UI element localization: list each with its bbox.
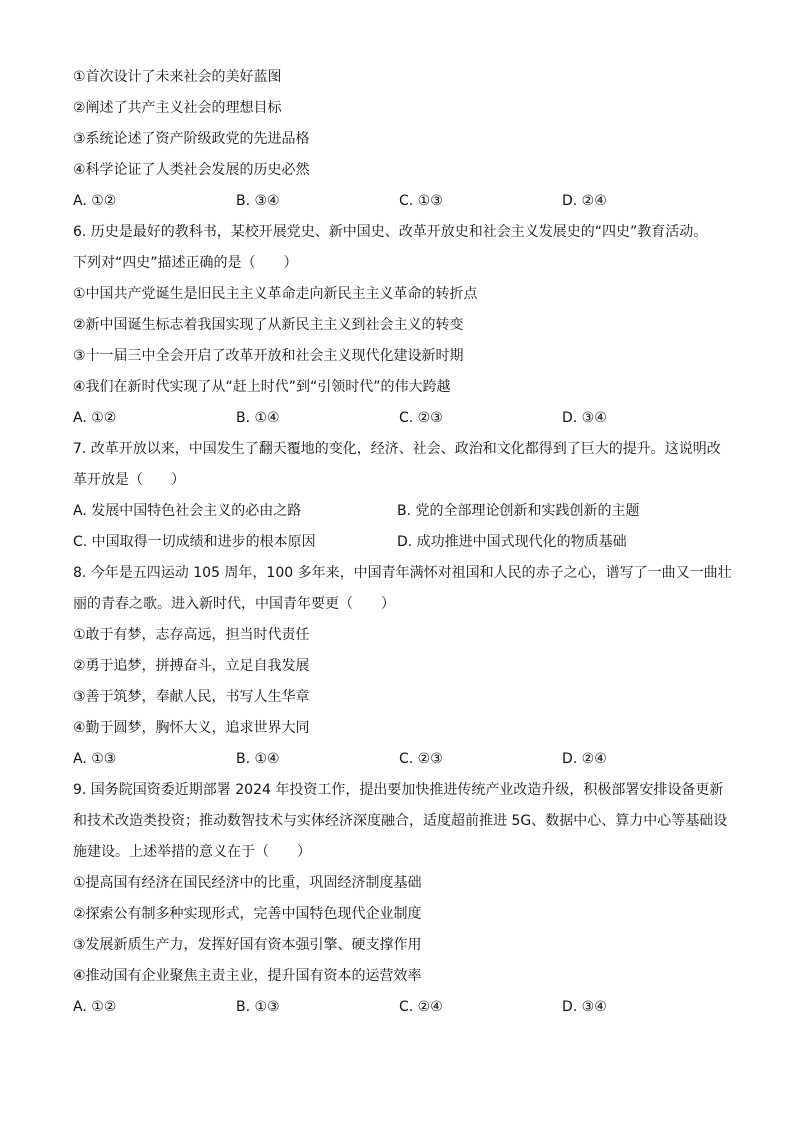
question-7 <box>73 434 727 558</box>
statement-line: ④科学论证了人类社会发展的历史必然 <box>73 162 310 178</box>
statement-line: ③十一届三中全会开启了改革开放和社会主义现代化建设新时期 <box>73 348 464 364</box>
question-stem-line: 革开放是（ ） <box>73 472 185 488</box>
statement-line: ①中国共产党诞生是旧民主主义革命走向新民主主义革命的转折点 <box>73 286 478 302</box>
statement-line: ④我们在新时代实现了从“赶上时代”到“引领时代”的伟大跨越 <box>73 379 451 395</box>
answer-options <box>73 403 727 434</box>
statement-line: ①首次设计了未来社会的美好蓝图 <box>73 69 282 85</box>
option-d: D. ②④ <box>562 193 607 209</box>
statement-line: ③善于筑梦，奉献人民，书写人生华章 <box>73 689 310 705</box>
question-stem-line: 9. 国务院国资委近期部署 2024 年投资工作，提出要加快推进传统产业改造升级，积极部署安排设备更新 <box>73 782 724 798</box>
question-stem-line: 6. 历史是最好的教科书，某校开展党史、新中国史、改革开放史和社会主义发展史的“四史”教育活动。 <box>73 224 708 240</box>
option-a: A. ①② <box>73 410 117 426</box>
answer-options <box>73 186 727 217</box>
option-b: B. 党的全部理论创新和实践创新的主题 <box>397 503 640 519</box>
question-stem-line: 7. 改革开放以来，中国发生了翻天覆地的变化，经济、社会、政治和文化都得到了巨大的提升。这说明改 <box>73 441 721 457</box>
statement-line: ②阐述了共产主义社会的理想目标 <box>73 100 282 116</box>
question-6 <box>73 217 727 434</box>
option-b: B. ③④ <box>236 193 280 209</box>
question-5 <box>73 62 727 217</box>
question-stem-line: 下列对“四史”描述正确的是（ ） <box>73 255 298 271</box>
answer-options-row <box>73 496 727 527</box>
question-9 <box>73 775 727 1023</box>
option-a: A. ①② <box>73 999 117 1015</box>
question-stem-line: 丽的青春之歌。进入新时代，中国青年要更（ ） <box>73 596 395 612</box>
option-c: C. 中国取得一切成绩和进步的根本原因 <box>73 534 316 550</box>
question-stem-line: 8. 今年是五四运动 105 周年，100 多年来，中国青年满怀对祖国和人民的赤子之心，谱写了一曲又一曲壮 <box>73 565 732 581</box>
answer-options <box>73 744 727 775</box>
option-d: D. ②④ <box>562 751 607 767</box>
answer-options-row <box>73 527 727 558</box>
option-a: A. ①③ <box>73 751 117 767</box>
option-d: D. ③④ <box>562 999 607 1015</box>
statement-line: ②探索公有制多种实现形式，完善中国特色现代企业制度 <box>73 906 422 922</box>
option-b: B. ①④ <box>236 751 280 767</box>
option-c: C. ②④ <box>399 999 443 1015</box>
option-c: C. ②③ <box>399 751 443 767</box>
option-c: C. ①③ <box>399 193 443 209</box>
statement-line: ④勤于圆梦，胸怀大义，追求世界大同 <box>73 720 310 736</box>
statement-line: ③系统论述了资产阶级政党的先进品格 <box>73 131 310 147</box>
option-d: D. ③④ <box>562 410 607 426</box>
question-stem-line: 和技术改造类投资；推动数智技术与实体经济深度融合，适度超前推进 5G、数据中心、算力中心等基础设 <box>73 813 728 829</box>
option-b: B. ①④ <box>236 410 280 426</box>
option-b: B. ①③ <box>236 999 280 1015</box>
option-c: C. ②③ <box>399 410 443 426</box>
statement-line: ①敢于有梦，志存高远，担当时代责任 <box>73 627 310 643</box>
statement-line: ②勇于追梦，拼搏奋斗，立足自我发展 <box>73 658 310 674</box>
statement-line: ②新中国诞生标志着我国实现了从新民主主义到社会主义的转变 <box>73 317 464 333</box>
option-d: D. 成功推进中国式现代化的物质基础 <box>397 534 627 550</box>
statement-line: ①提高国有经济在国民经济中的比重，巩固经济制度基础 <box>73 875 422 891</box>
statement-line: ③发展新质生产力，发挥好国有资本强引擎、硬支撑作用 <box>73 937 422 953</box>
statement-line: ④推动国有企业聚焦主责主业，提升国有资本的运营效率 <box>73 968 422 984</box>
question-8 <box>73 558 732 775</box>
answer-options <box>73 992 727 1023</box>
option-a: A. 发展中国特色社会主义的必由之路 <box>73 503 302 519</box>
question-stem-line: 施建设。上述举措的意义在于（ ） <box>73 844 311 860</box>
exam-page <box>73 62 732 1023</box>
option-a: A. ①② <box>73 193 117 209</box>
